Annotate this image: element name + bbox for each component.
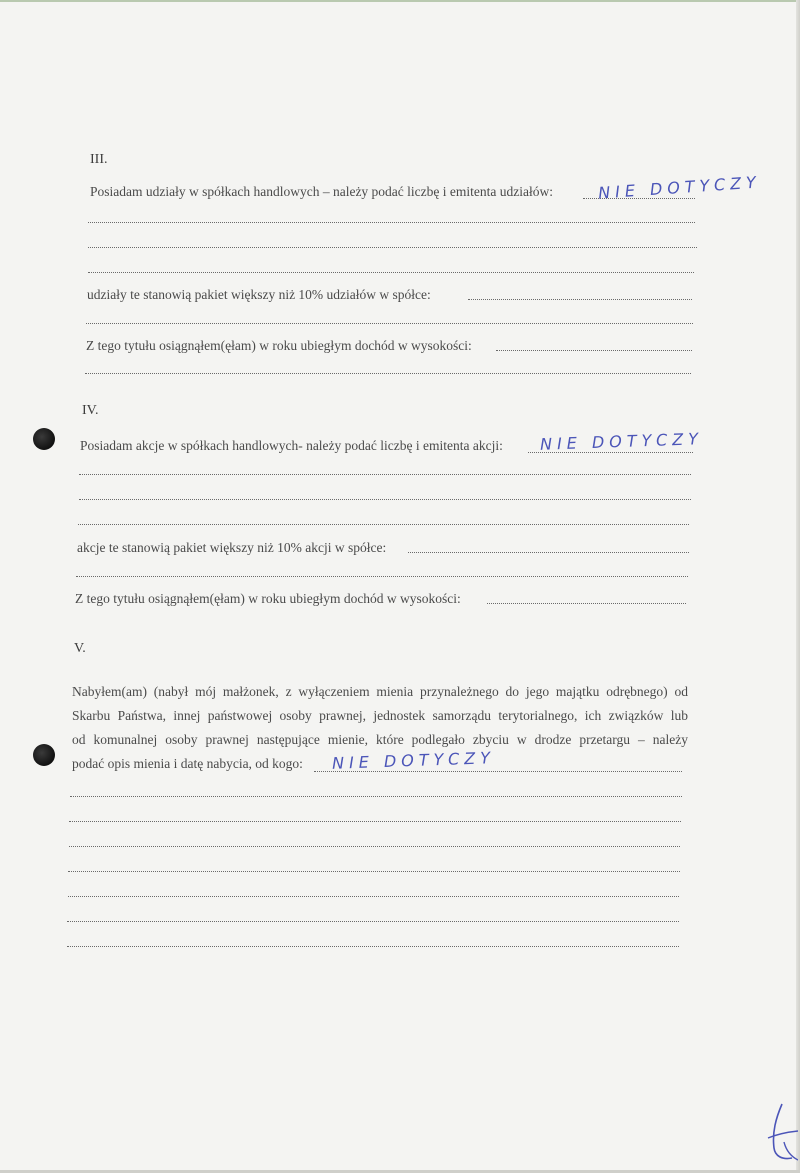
section-iii-heading: III.	[90, 152, 108, 167]
dotted-line	[67, 921, 679, 922]
hole-punch	[33, 428, 55, 450]
dotted-line	[79, 474, 691, 475]
section-iv-question-stake: akcje te stanowią pakiet większy niż 10% akcji w spółce:	[77, 540, 387, 555]
section-v-line: Skarbu Państwa, innej państwowej osoby prawnej, jednostek samorządu terytorialnego, ich związków lub	[72, 708, 688, 723]
dotted-line	[68, 871, 680, 872]
section-v-line: podać opis mienia i datę nabycia, od kogo:	[72, 756, 303, 771]
dotted-line	[69, 846, 680, 847]
section-iii-question-shares: Posiadam udziały w spółkach handlowych – należy podać liczbę i emitenta udziałów:	[90, 184, 553, 199]
dotted-answer-line	[408, 552, 689, 553]
dotted-line	[85, 373, 691, 374]
dotted-line	[79, 499, 691, 500]
section-iv-heading: IV.	[82, 403, 99, 418]
dotted-line	[69, 821, 681, 822]
dotted-line	[70, 796, 682, 797]
hole-punch	[33, 744, 55, 766]
dotted-line	[88, 222, 695, 223]
page-top-edge	[0, 0, 800, 2]
dotted-line	[67, 946, 679, 947]
section-v-line: Nabyłem(am) (nabył mój małżonek, z wyłączeniem mienia przynależnego do jego majątku odrębnego) od	[72, 684, 688, 699]
dotted-answer-line	[487, 603, 686, 604]
section-iii-question-income: Z tego tytułu osiągnąłem(ęłam) w roku ubiegłym dochód w wysokości:	[86, 338, 472, 353]
handwritten-answer-iii: NIE DOTYCZY	[597, 172, 762, 203]
page-right-edge	[796, 0, 800, 1173]
dotted-line	[88, 272, 694, 273]
section-v-line: od komunalnej osoby prawnej następujące mienie, które podlegało zbyciu w drodze przetargu – należy	[72, 732, 688, 747]
handwritten-answer-v: NIE DOTYCZY	[331, 748, 496, 773]
dotted-line	[86, 323, 693, 324]
section-iv-question-income: Z tego tytułu osiągnąłem(ęłam) w roku ubiegłym dochód w wysokości:	[75, 591, 461, 606]
dotted-line	[78, 524, 689, 525]
dotted-answer-line	[496, 350, 692, 351]
handwritten-signature-fragment	[762, 1098, 798, 1168]
section-iii-question-stake: udziały te stanowią pakiet większy niż 10% udziałów w spółce:	[87, 287, 431, 302]
dotted-answer-line	[468, 299, 692, 300]
section-iv-question-stocks: Posiadam akcje w spółkach handlowych- należy podać liczbę i emitenta akcji:	[80, 438, 503, 453]
section-v-heading: V.	[74, 641, 86, 656]
dotted-line	[76, 576, 688, 577]
dotted-line	[68, 896, 679, 897]
handwritten-answer-iv: NIE DOTYCZY	[539, 429, 704, 454]
dotted-line	[88, 247, 697, 248]
